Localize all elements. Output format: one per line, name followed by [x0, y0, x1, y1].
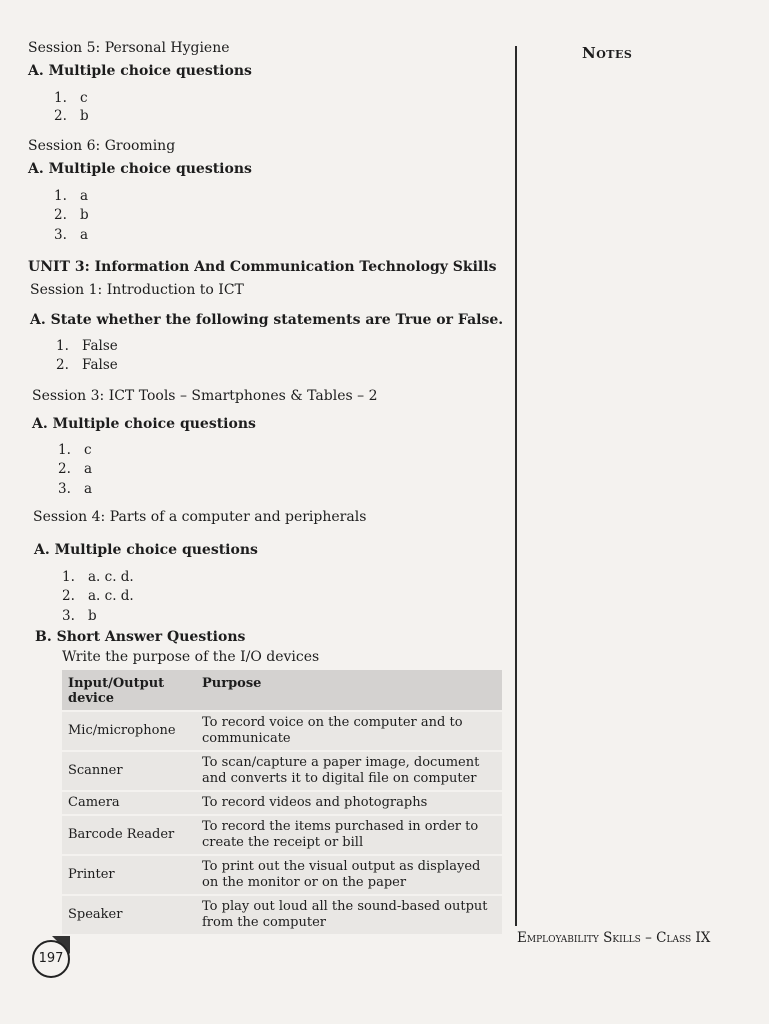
- table-instruction: Write the purpose of the I/O devices: [62, 649, 320, 665]
- table-row: [62, 856, 502, 894]
- list-item: 1. a. c. d.: [62, 569, 134, 585]
- list-item: 1. c: [54, 90, 88, 106]
- table-cell-purpose: To scan/capture a paper image, document and converts it to digital file on computer: [196, 752, 502, 790]
- list-item: 2. a. c. d.: [62, 588, 134, 604]
- table-cell-device: Scanner: [62, 752, 196, 790]
- table-cell-device: Barcode Reader: [62, 816, 196, 854]
- list-item: 2. a: [58, 461, 93, 477]
- session-6-section-a: A. Multiple choice questions: [28, 161, 252, 177]
- table-cell-device: Printer: [62, 856, 196, 894]
- table-header-device: Input/Output device: [62, 670, 196, 710]
- list-item: 1. a: [54, 188, 89, 204]
- table-row: [62, 816, 502, 854]
- io-devices-table: [62, 668, 502, 936]
- table-header-row: [62, 670, 502, 710]
- table-cell-purpose: To record the items purchased in order to create the receipt or bill: [196, 816, 502, 854]
- table-cell-device: Speaker: [62, 896, 196, 934]
- unit3-session-1-section-a: A. State whether the following statements are True or False.: [30, 312, 504, 328]
- list-item: 3. a: [54, 227, 89, 243]
- table-row: [62, 896, 502, 934]
- table-header-purpose: Purpose: [196, 670, 502, 710]
- list-item: 3. b: [62, 608, 97, 624]
- list-item: 3. a: [58, 481, 93, 497]
- table-row: [62, 792, 502, 814]
- table-cell-purpose: To record videos and photographs: [196, 792, 502, 814]
- unit3-session-3-section-a: A. Multiple choice questions: [32, 416, 256, 432]
- column-divider: [515, 46, 517, 926]
- unit3-session-4-section-b: B. Short Answer Questions: [35, 629, 246, 645]
- table-row: [62, 712, 502, 750]
- list-item: 1. False: [56, 338, 118, 354]
- list-item: 2. b: [54, 207, 89, 223]
- table-row: [62, 752, 502, 790]
- list-item: 1. c: [58, 442, 92, 458]
- table-cell-purpose: To record voice on the computer and to communicate: [196, 712, 502, 750]
- notes-heading: Notes: [582, 44, 633, 62]
- unit-3-heading: UNIT 3: Information And Communication Technology Skills: [28, 259, 497, 275]
- table-cell-device: Mic/microphone: [62, 712, 196, 750]
- unit3-session-3-title: Session 3: ICT Tools – Smartphones & Tables – 2: [32, 388, 378, 404]
- session-5-title: Session 5: Personal Hygiene: [28, 40, 230, 56]
- table-cell-purpose: To play out loud all the sound-based output from the computer: [196, 896, 502, 934]
- unit3-session-4-section-a: A. Multiple choice questions: [34, 542, 258, 558]
- session-6-title: Session 6: Grooming: [28, 138, 176, 154]
- footer-book-title: Employability Skills – Class IX: [517, 930, 711, 946]
- list-item: 2. False: [56, 357, 118, 373]
- table-cell-device: Camera: [62, 792, 196, 814]
- page-number: 197: [32, 940, 70, 978]
- unit3-session-1-title: Session 1: Introduction to ICT: [30, 282, 244, 298]
- session-5-section-a: A. Multiple choice questions: [28, 63, 252, 79]
- table-cell-purpose: To print out the visual output as displayed on the monitor or on the paper: [196, 856, 502, 894]
- unit3-session-4-title: Session 4: Parts of a computer and peripherals: [33, 509, 367, 525]
- list-item: 2. b: [54, 108, 89, 124]
